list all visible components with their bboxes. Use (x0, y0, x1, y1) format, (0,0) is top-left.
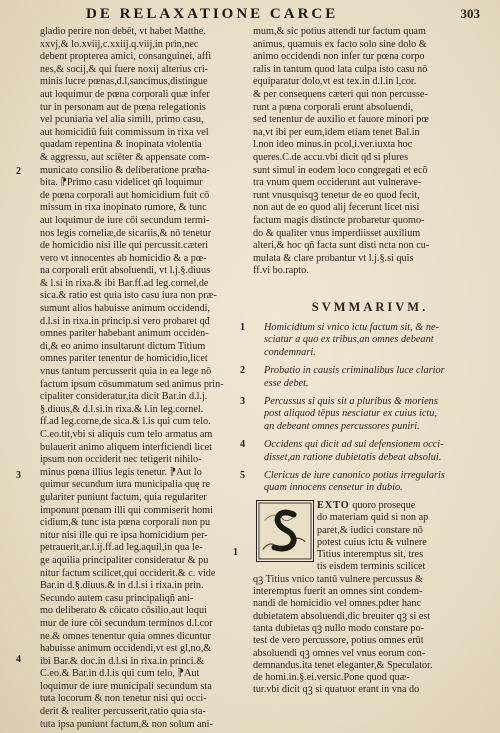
summary-item-line: Homicidium si vnico ictu factum sit, & ne- (264, 322, 440, 333)
left-column (40, 26, 240, 731)
text-line: minus pœna illius legis tenetur. ⁋Aut lo (40, 466, 202, 478)
text-line: de homi.in.§.ei.versic.Pone quod quæ- (253, 672, 410, 684)
text-line: omnes pariter tenentur de homicidio,licet (40, 353, 208, 365)
text-line: absoluendi qꝫ omnes vel vnus eorum con- (253, 647, 426, 659)
text-line: tanta dubietas qꝫ nullo modo constare po- (253, 622, 424, 634)
text-line: gladio perire non debēt, vt habet Matthe. (40, 26, 206, 37)
text-line: aut homicidiū fuit commissum in rixa vel (40, 126, 209, 138)
text-line: aut loquimur de pœna corporali quæ infer (40, 88, 210, 100)
text-line: factum magis distincte probaretur quomo- (253, 214, 425, 226)
summary-item-number: 1 (240, 322, 246, 333)
running-title: DE RELAXATIONE CARCE (86, 5, 339, 22)
text-line: runt a pœna corporali erunt absoluendi, (253, 101, 414, 113)
text-line: tuta locorum & non tenetur nisi qui occi- (40, 693, 207, 705)
text-line: omnes pariter habebant animum occiden- (40, 328, 209, 340)
text-line: gulariter puniunt factum, quia regulariter (40, 491, 207, 503)
text-line: nes,& socij,& qui fuere noxij alterius cri- (40, 63, 209, 75)
text-line: derit & realiter percusserit,ratio quia sta- (40, 706, 206, 718)
text-line: C.eo.& Bar.in d.l.is qui cum telo, ⁋Aut (40, 668, 200, 680)
text-line: na corporali erūt absoluendi, vt l.j.§.diuus (40, 265, 211, 277)
text-line: di,& eo animo insultarunt dictum Titium (40, 340, 206, 352)
text-line: ne.& omnes tenentur quia omnes dicuntur (40, 630, 211, 642)
text-line: queres.C.de accu.vbi dicit qđ si plures (253, 151, 409, 163)
text-line: bita. ⁋Primo casu videlicet qñ loquimur (40, 177, 203, 189)
summary-item (240, 322, 490, 359)
text-line: aut loquimur de iure cōi secundum termi- (40, 214, 210, 226)
margin-number: 2 (16, 166, 21, 177)
summary-item-line: sciatur a quo ex tribus,an omnes debeant (264, 334, 434, 346)
margin-number: 4 (16, 654, 21, 665)
text-line: sed tenentur de auxilio et fauore minori pœ (253, 114, 429, 126)
text-line: animo occidendi non infer tur pœna corpo (253, 51, 425, 63)
text-line: de pœna corporali aut homicidium fuit cō (40, 189, 210, 201)
summary-item-line: an debeant omnes percussores puniri. (264, 420, 420, 432)
summary-item-line: condemnari. (264, 346, 316, 358)
text-line: tra vnum quem occiderunt aut vulnerave- (253, 177, 422, 189)
text-line: tur in personam aut de pœna relegationis (40, 101, 206, 113)
text-line: Secundo autem casu principaliqñ ani- (40, 592, 194, 604)
page-header (86, 4, 486, 24)
text-line: ipsum non occiderit nec tetigerit nihilo- (40, 454, 202, 466)
text-line: runt vnusquisqꝫ tenetur de eo quod fecit, (253, 189, 420, 201)
text-line: cipaliter consideratur,ita dicit Bar.in d.l.j. (40, 391, 208, 403)
initial-word: EXTO (317, 500, 350, 511)
summary-item (240, 470, 490, 495)
text-line: mo deliberato & cōicato cōsilio,aut loqui (40, 605, 207, 617)
text-line: imponunt pœnam illi qui commiserit homi (40, 504, 213, 516)
summarium-list (240, 322, 490, 501)
text-line: bulauerit animo aliquem interficiendi licet (40, 441, 212, 453)
summary-item-line: Probatio in causis criminalibus luce clarior (264, 365, 445, 377)
text-line: vel pcuniaria vel alia simili, primo casu, (40, 114, 204, 126)
text-line: ralis in tantum quod lata culpa isto casu nō (253, 63, 428, 75)
text-line (253, 500, 487, 512)
summary-item (240, 365, 490, 390)
text-line: tis eisdem terminis scilicet (317, 561, 426, 573)
summary-item-line: quam innocens censetur in dubio. (264, 482, 403, 494)
margin-number: 3 (16, 470, 21, 481)
text-line: quimur secundum iura municipalia quę re (40, 479, 211, 491)
text-line: ibi Bar.& doc.in d.l.si in rixa.in princi.& (40, 655, 205, 667)
text-line: quadam repentina & inopinata violentia (40, 139, 202, 151)
text-line: petrauerit,ar.l.ij.ff.ad leg.aquil,in qua le- (40, 542, 203, 554)
text-line: & per consequens cæteri qui non percusse- (253, 88, 428, 100)
text-line: minis lucre pœnas,d.l,sancimus,distingue (40, 76, 208, 88)
text-line: potest cuius ictu & vulnere (317, 536, 427, 548)
text-line: equiparatur dolo,vt est tex.in d.l.in l,cor. (253, 76, 417, 88)
text-line: vnus tantum percusserit quia in ea lege nō (40, 366, 212, 378)
text-line: do materiam quid si non ap (317, 512, 429, 524)
text-line: §.diuus,& d.l.si.in rixa.& l.in leg.cornel. (40, 403, 204, 415)
summary-item-line: Clericus de iure canonico potius irregularis (264, 470, 445, 482)
margin-number: 1 (233, 547, 238, 558)
text-line: de homicidio nisi ille qui percussit.cæteri (40, 240, 209, 252)
summarium-heading: SVMMARIVM. (311, 300, 429, 314)
text-line: nos legis corneliæ,de sicariis,& nō tenetur (40, 227, 212, 239)
text-line: mulata & clare probantur vt l.j.§.si quis (253, 252, 414, 264)
summary-item (240, 396, 490, 433)
text-line: paret,& iudici constare nō (317, 524, 423, 536)
summary-item-line: post aliquod tēpus nesciatur ex cuius ictu, (264, 408, 438, 420)
right-column-top (253, 26, 487, 278)
text-line: mur de iure cōi secundum terminos d.l.cor (40, 617, 213, 629)
text-line: non aut de eo quod alij fecerunt licet nisi (253, 202, 420, 214)
page-number: 303 (460, 6, 480, 21)
summary-item-line: Percussus si quis sit a pluribus & moriens (264, 396, 438, 408)
text-line: nitur factum scilicet,qui occiderit.& c. vide (40, 567, 216, 579)
summary-item-number: 2 (240, 365, 246, 377)
summary-item-number: 4 (240, 439, 246, 451)
text-line: vero vt innocentes ab homicidio & a pœ- (40, 252, 207, 264)
text-line: sica.& ratio est quia isto casu iura non præ- (40, 290, 217, 302)
text-line: tuta ipsa puniunt factum,& non solum ani- (40, 718, 213, 730)
text-line: Titius interemptus sit, tres (317, 549, 424, 561)
text-line: debent propterea amici, consanguinei, affi (40, 51, 212, 63)
text-line: ff.ad leg.corne,de sica.& l.is qui cum telo. (40, 416, 211, 428)
right-column-body (253, 500, 487, 697)
text-line: habuisse animum occidendi,vt est gl,no,& (40, 643, 212, 655)
text-line: demnandus.ita tenet eleganter,& Speculator. (253, 659, 433, 671)
text-line: loquimur de iure municipali secundum sta (40, 680, 212, 692)
text-line: interemptus fuerit an omnes sint condem- (253, 586, 423, 598)
summary-item-line: Occidens qui dicit ad sui defensionem occi- (264, 439, 444, 451)
text-line: cidium,& tunc ista pœna corporali non pu (40, 517, 211, 529)
text-line: & l.si in rixa.& ibi Bar.ff.ad leg.cornel,de (40, 277, 209, 289)
text-line: municato consilio & deliberatione præha- (40, 164, 210, 176)
text-line-rest: quoro proseque (352, 500, 416, 511)
summary-item-line: disset,an ratione dubietatis debeat absolui. (264, 451, 442, 463)
text-line: animus, quamuis ex facto solo sine dolo & (253, 38, 427, 50)
text-line: & aggressu, aut sciēter & appensate com- (40, 151, 210, 163)
text-line: Bar.in d.§.diuus.& in d.l.si i rixa.in prin. (40, 580, 204, 592)
text-line: nandi de homicidio vel omnes.pdter hanc (253, 598, 422, 610)
text-line: ge aquilia principaliter consideratur & pu (40, 554, 209, 566)
text-line: factum ipsum cōsummatum sed animus prin- (40, 378, 224, 390)
text-line: l.non ideo minus.in pcol,i.ver.iuxta hoc (253, 139, 413, 151)
text-line: nitur nisi ille qui re ipsa homicidium per- (40, 529, 208, 541)
text-line: missum in rixa inopinato rumore, & tunc (40, 202, 207, 214)
summary-item-number: 3 (240, 396, 246, 408)
text-line: xxvj,& lo.xviij,c.xxiij.q.viij,in prin,nec (40, 38, 199, 50)
text-line: C.eo.tit,vbi si aliquis cum telo armatus am (40, 429, 213, 440)
text-line: test de vero percussore, potius omnes erūt (253, 635, 424, 647)
text-line: na,vt ibi per eum,idem etiam tenet Bal.in (253, 126, 420, 138)
text-line: d.l.si in rixa.in princip.si vero probaret qđ (40, 315, 210, 327)
summary-item-number: 5 (240, 470, 246, 482)
summary-item-line: esse debet. (264, 377, 309, 389)
text-line: dubietatem absoluendi,dic breuiter qꝫ si est (253, 610, 431, 622)
text-line: ff.vi bo.rapto. (253, 265, 309, 277)
text-line: alteri,& hoc qñ facta sunt disti ncta non cu- (253, 240, 430, 252)
text-line: sumunt alios habuisse animum occidendi, (40, 303, 211, 315)
text-line: sunt simul in eodem loco congregati et ecō (253, 164, 428, 176)
summary-item (240, 439, 490, 464)
text-line: qꝫ Titius vnico tantū vulnere percussus & (253, 573, 423, 585)
text-line: mum,& sic potius attendi tur factum quam (253, 26, 426, 37)
text-line: do & qualiter vnus imperdiisset auxilium (253, 227, 421, 239)
text-line: tur.vbi dicit qꝫ si quatuor erant in vna do (253, 684, 420, 696)
